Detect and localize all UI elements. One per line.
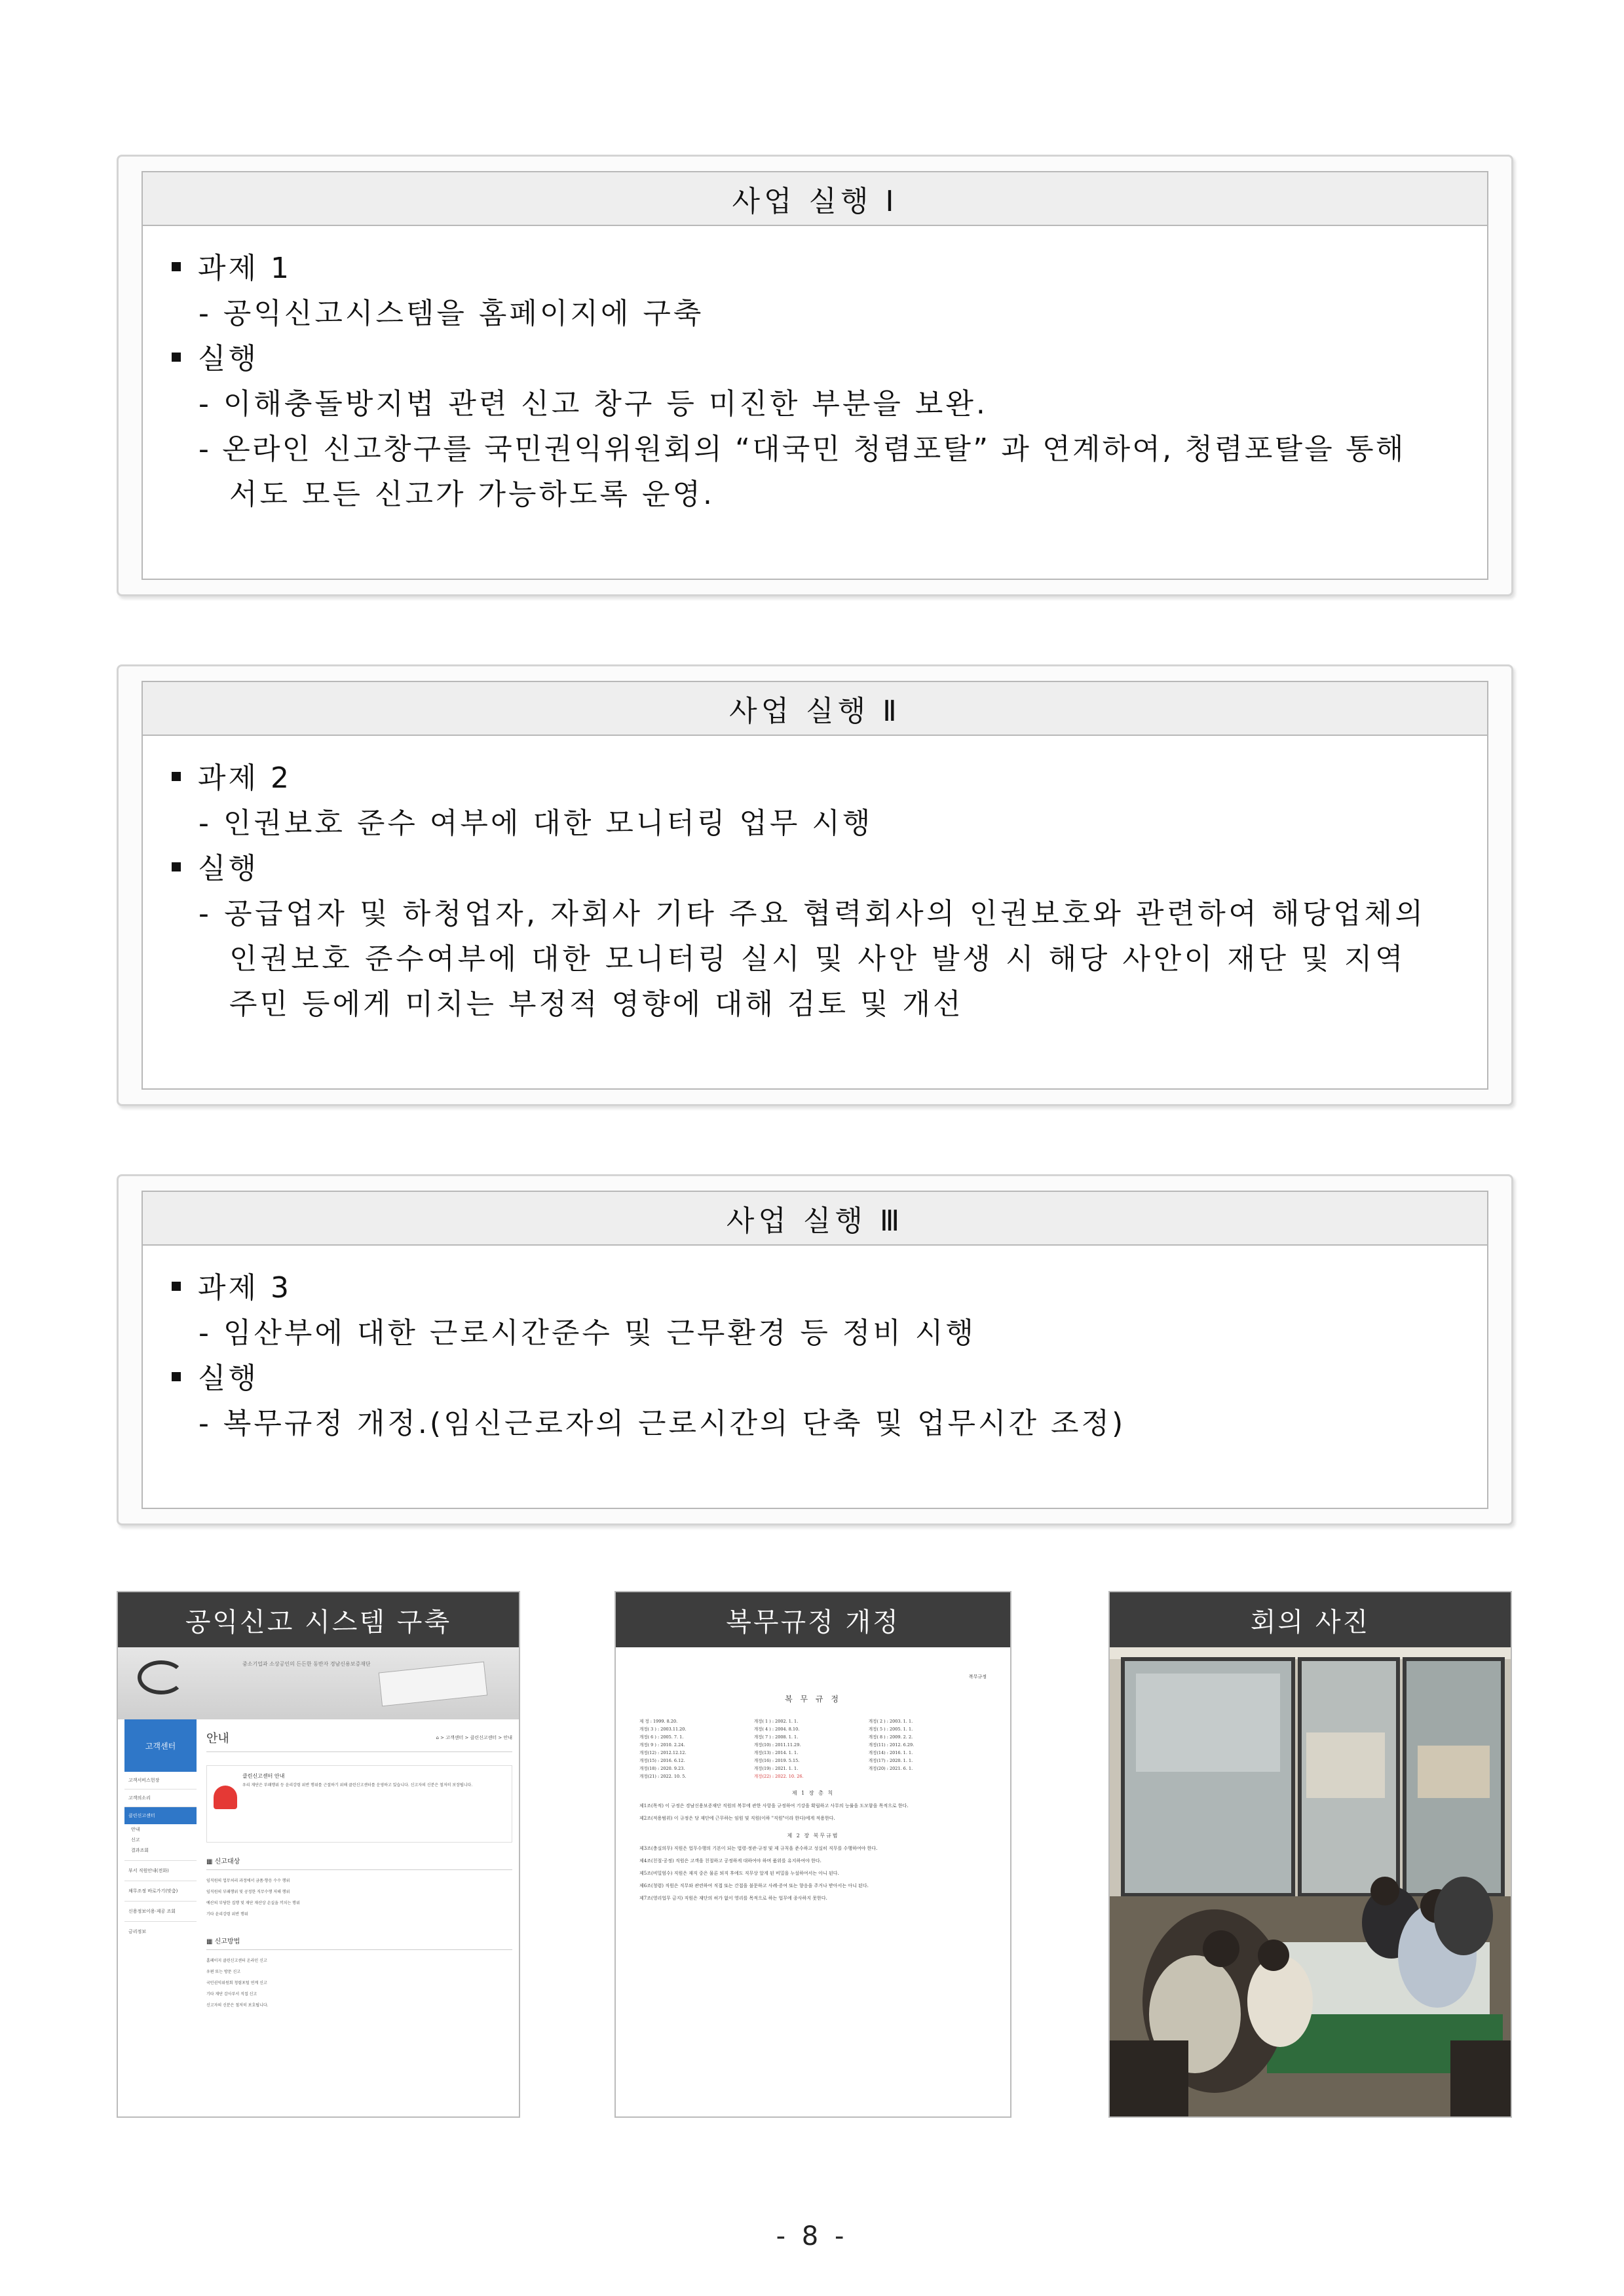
website-screenshot <box>118 1647 519 2116</box>
main-content <box>206 1729 512 2116</box>
sidebar-item[interactable]: 고객서비스헌장 <box>124 1772 197 1789</box>
exec-line: 인권보호 준수여부에 대한 모니터링 실시 및 사안 발생 시 해당 사안이 재단 및 지역 <box>229 942 1407 976</box>
article-text: 제7조(영리업무 금지) 직원은 재단의 허가 없이 영리를 목적으로 하는 업무에 종사하지 못한다. <box>639 1896 827 1901</box>
photo-meeting <box>1108 1591 1512 2118</box>
task-label: 과제 3 <box>198 1271 292 1305</box>
list-item: 홈페이지 클린신고센터 온라인 신고 <box>206 1959 267 1963</box>
list-item: 기타 재단 감사부서 직접 신고 <box>206 1992 257 1997</box>
article-text: 제3조(충실의무) 직원은 업무수행의 기본이 되는 법령·정관·규정 및 제 규칙을 준수하고 성실히 직무를 수행하여야 한다. <box>639 1846 878 1851</box>
section-2-title: 사업 실행 Ⅱ <box>143 682 1487 736</box>
website-banner <box>118 1647 519 1719</box>
section-1-title: 사업 실행 Ⅰ <box>143 172 1487 226</box>
page-number: - 8 - <box>776 2221 848 2251</box>
section-3 <box>117 1174 1513 1525</box>
exec-line: - 이해충돌방지법 관련 신고 창구 등 미진한 부분을 보완. <box>198 387 988 421</box>
glasses-icon <box>138 1660 185 1694</box>
breadcrumb: ⌂ > 고객센터 > 클린신고센터 > 안내 <box>436 1735 512 1740</box>
revision-table: 제 정 : 1999. 8.20. 개정( 1 ) : 2002. 1. 1. 개정( 2 ) : 2003. 1. 1. 개정( 3 ) : 2003.11.20. 개정( 4 ) : 2004. 8.10. 개정( 5 ) : 2005. 1. 1. 개정( 6 ) : 2005. 7. 1. 개정( 7 ) : 2008. 1. 1. 개정( 8 ) : 2009. 2. 2. 개정( 9 ) : 2010. 2.24. 개정(10) : 2011.11.29. 개정(11) : 2012. 6.29. 개정(12) : 2012.12.12. 개정(13) : 2014. 1. 1. 개정(14) : 2016. 1. 1. 개정(15) : 2016. 6.12. 개정(16) : 2019. 5.15. 개정(17) : 2020. 1. 1. 개정(18) : 2020. 9.23. 개정(19) : 2021. 1. 1. 개정(20) : 2021. 6. 1. 개정(21) : 2022. 10. 5. 개정(22) : 2022. 10. 26. <box>639 1719 915 1779</box>
sidebar-item[interactable]: 부서 직원안내(전화) <box>124 1861 197 1881</box>
bullet-square-icon <box>172 1282 181 1291</box>
list-item: 우편 또는 방문 신고 <box>206 1970 241 1974</box>
chapter-heading: 제 2 장 복무규범 <box>787 1833 839 1839</box>
list-item: 임직원의 부패행위 및 공정한 직무수행 저해 행위 <box>206 1890 290 1894</box>
photo-regulation <box>614 1591 1011 2118</box>
photo-title: 복무규정 개정 <box>616 1592 1010 1647</box>
bullet-square-icon <box>172 862 181 871</box>
task-label: 과제 2 <box>198 761 292 795</box>
sidebar-subitem[interactable]: 결과조회 <box>124 1845 197 1861</box>
exec-line: 주민 등에게 미치는 부정적 영향에 대해 검토 및 개선 <box>229 987 964 1021</box>
keyboard-icon <box>379 1662 488 1707</box>
exec-line: - 공급업자 및 하청업자, 자회사 기타 주요 협력회사의 인권보호와 관련하여 해당업체의 <box>198 897 1426 930</box>
task-desc: - 인권보호 준수 여부에 대한 모니터링 업무 시행 <box>198 807 873 840</box>
task-desc: - 공익신고시스템을 홈페이지에 구축 <box>198 297 704 330</box>
photo-report-system <box>117 1591 520 2118</box>
meeting-photo-image <box>1110 1647 1511 2116</box>
article-text: 제4조(친절·공정) 직원은 고객을 친절하고 공정하게 대하여야 하며 품위를 유지하여야 한다. <box>639 1858 821 1864</box>
photo-title: 회의 사진 <box>1110 1592 1511 1647</box>
info-box <box>206 1765 512 1843</box>
bullet-square-icon <box>172 353 181 362</box>
sidebar <box>124 1719 197 2116</box>
article-text: 제2조(적용범위) 이 규정은 당 재단에 근무하는 임원 및 직원(이하 "직원"이라 한다)에게 적용한다. <box>639 1816 835 1821</box>
bullet-square-icon <box>172 1372 181 1381</box>
sidebar-item[interactable]: 금리정보 <box>128 1929 147 1934</box>
siren-icon <box>214 1786 237 1809</box>
info-text: 우리 재단은 부패행위 등 윤리강령 위반 행위를 근절하기 위해 클린신고센터를 운영하고 있습니다. 신고자의 신분은 철저히 보장됩니다. <box>242 1783 473 1788</box>
subheading: ▦ 신고방법 <box>206 1938 240 1945</box>
sidebar-item-active[interactable]: 클린신고센터 <box>124 1807 197 1824</box>
doc-corner-label: 복무규정 <box>968 1674 987 1679</box>
info-title: 클린신고센터 안내 <box>242 1773 285 1779</box>
method-list <box>206 1949 512 2011</box>
exec-label: 실행 <box>198 852 259 885</box>
section-3-title: 사업 실행 Ⅲ <box>143 1192 1487 1246</box>
section-2 <box>117 664 1513 1106</box>
subheading: ▦ 신고대상 <box>206 1858 240 1866</box>
exec-line: 서도 모든 신고가 가능하도록 운영. <box>229 478 715 511</box>
task-label: 과제 1 <box>198 252 292 285</box>
sidebar-item[interactable]: 고객의소리 <box>124 1789 197 1807</box>
section-1-box <box>142 171 1488 580</box>
sidebar-item[interactable]: 신용정보이용·제공 조회 <box>124 1902 197 1922</box>
article-text: 제1조(목적) 이 규정은 경남신용보증재단 직원의 복무에 관한 사항을 규정하여 기강을 확립하고 사무의 능률을 도모함을 목적으로 한다. <box>639 1803 909 1808</box>
list-item: 신고자의 신분은 철저히 보호됩니다. <box>206 2003 269 2008</box>
sidebar-subitem[interactable]: 안내 <box>131 1827 140 1832</box>
sidebar-subitem[interactable]: 신고 <box>131 1837 140 1843</box>
task-desc: - 임산부에 대한 근로시간준수 및 근무환경 등 정비 시행 <box>198 1316 976 1350</box>
doc-title: 복 무 규 정 <box>785 1694 841 1704</box>
main-title: 안내 <box>206 1732 229 1746</box>
exec-label: 실행 <box>198 342 259 375</box>
photo-title: 공익신고 시스템 구축 <box>118 1592 519 1647</box>
list-item: 예산의 부당한 집행 및 재단 재산상 손실을 끼치는 행위 <box>206 1901 300 1905</box>
section-1 <box>117 155 1513 596</box>
section-3-box <box>142 1191 1488 1509</box>
section-2-box <box>142 681 1488 1090</box>
bullet-square-icon <box>172 772 181 781</box>
list-item: 기타 윤리강령 위반 행위 <box>206 1912 248 1917</box>
article-text: 제5조(비밀엄수) 직원은 재직 중은 물론 퇴직 후에도 직무상 알게 된 비밀을 누설하여서는 아니 된다. <box>639 1871 839 1876</box>
exec-line: - 온라인 신고창구를 국민권익위원회의 “대국민 청렴포탈” 과 연계하여, 청렴포탈을 통해 <box>198 432 1406 466</box>
list-item: 임직원의 업무처리 과정에서 금품·향응 수수 행위 <box>206 1879 290 1883</box>
target-list <box>206 1869 512 1920</box>
article-text: 제6조(청렴) 직원은 직무와 관련하여 직접 또는 간접을 불문하고 사례·증여 또는 향응을 주거나 받아서는 아니 된다. <box>639 1883 869 1888</box>
meeting-photo-image <box>1110 1647 1511 2116</box>
regulation-document <box>616 1647 1010 2116</box>
sidebar-item[interactable]: 채무조정 바로가기(맞춤) <box>124 1881 197 1902</box>
exec-line: - 복무규정 개정.(임신근로자의 근로시간의 단축 및 업무시간 조정) <box>198 1407 1126 1440</box>
bullet-square-icon <box>172 262 181 271</box>
chapter-heading: 제 1 장 총 칙 <box>791 1790 835 1796</box>
banner-text: 중소기업과 소상공인의 든든한 동반자 경남신용보증재단 <box>242 1661 371 1667</box>
list-item: 국민권익위원회 청렴포털 연계 신고 <box>206 1981 267 1985</box>
exec-label: 실행 <box>198 1362 259 1395</box>
sidebar-logo: 고객센터 <box>124 1719 197 1772</box>
